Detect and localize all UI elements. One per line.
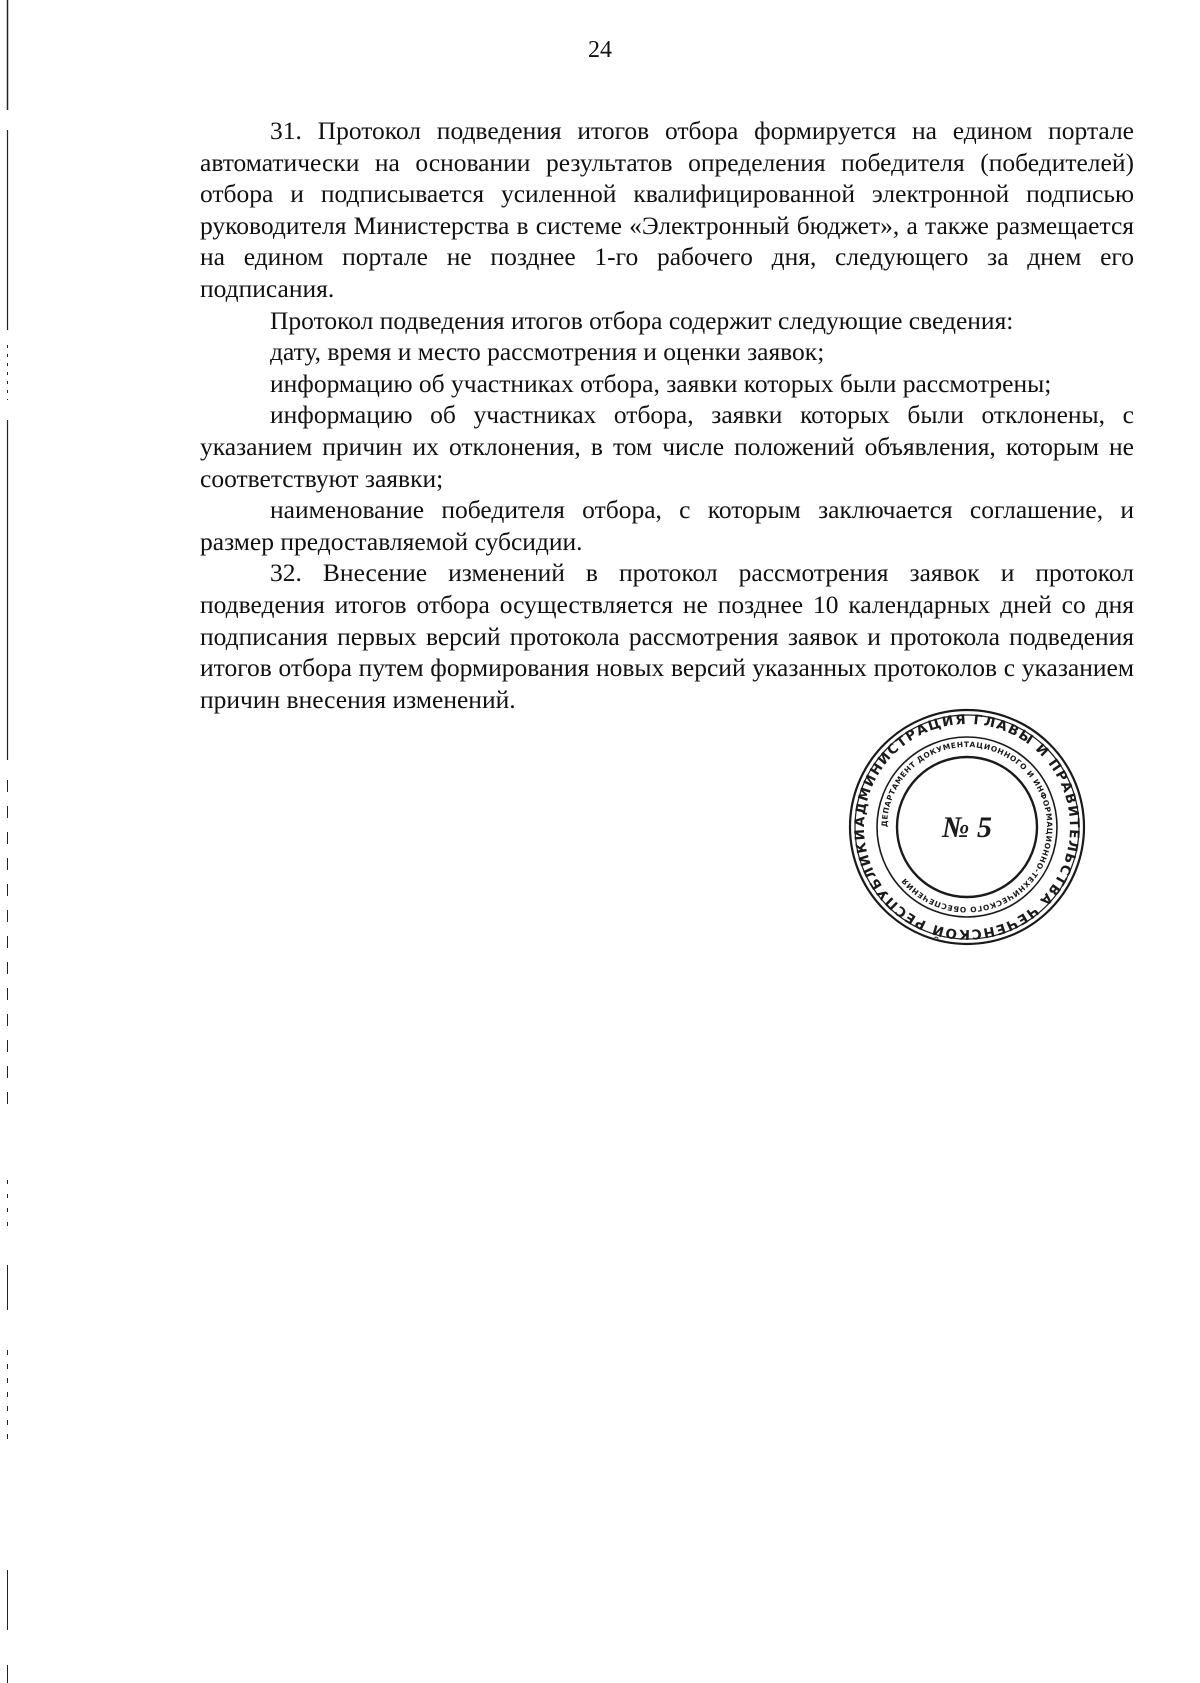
paragraph-31: 31. Протокол подведения итогов отбора формируется на едином портале автоматически на основании результатов определения победителя (победителей) отбора и подписывается усиленной квалифицированной электронной подписью руководителя Министерства в системе «Электронный бюджет», а также размещается на едином портале не позднее 1-го рабочего дня, следующего за днем его подписания. [200,116,1134,303]
scan-margin-marks [6,0,9,1683]
seal-inner-text: ДЕПАРТАМЕНТ ДОКУМЕНТАЦИОННОГО И ИНФОРМАЦИОННО-ТЕХНИЧЕСКОГО ОБЕСПЕЧЕНИЯ [879,739,1055,915]
protocol-item-reviewed: информацию об участниках отбора, заявки которых были рассмотрены; [270,368,1052,398]
protocol-item-date: дату, время и место рассмотрения и оценки заявок; [270,337,825,367]
official-seal [847,707,1087,947]
page-number: 24 [588,37,612,63]
protocol-item-winner: наименование победителя отбора, с которым заключается соглашение, и размер предоставляемой субсидии. [200,495,1134,556]
seal-number: № 5 [942,811,992,844]
document-body [200,115,1134,715]
protocol-item-rejected: информацию об участниках отбора, заявки которых были отклонены, с указанием причин их отклонения, в том числе положений объявления, которым не соответствуют заявки; [200,400,1134,493]
seal-rings [850,710,1084,944]
protocol-contents-intro: Протокол подведения итогов отбора содержит следующие сведения: [270,305,1014,335]
seal-outer-text: АДМИНИСТРАЦИЯ ГЛАВЫ И ПРАВИТЕЛЬСТВА ЧЕЧЕНСКОЙ РЕСПУБЛИКИ [851,711,1083,943]
paragraph-32: 32. Внесение изменений в протокол рассмотрения заявок и протокол подведения итогов отбора осуществляется не позднее 10 календарных дней со дня подписания первых версий протокола рассмотрения заявок и протокола подведения итогов отбора путем формирования новых версий указанных протоколов с указанием причин внесения изменений. [200,558,1134,714]
